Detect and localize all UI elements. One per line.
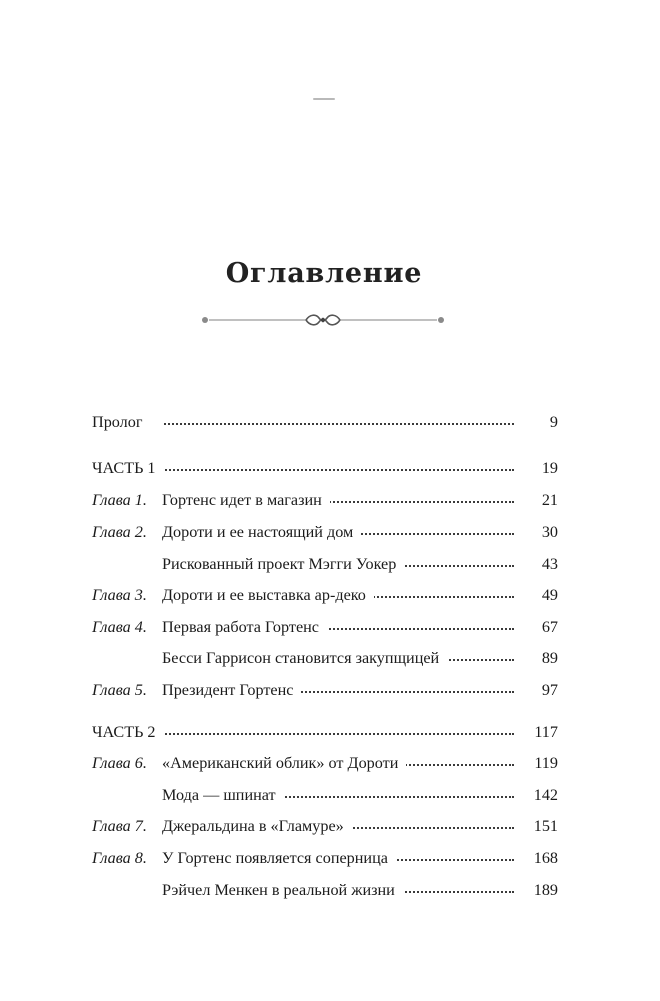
- chapter-number-label: Глава 3.: [92, 586, 147, 604]
- chapter-title: Дороти и ее настоящий дом: [162, 520, 361, 544]
- toc-row[interactable]: [92, 615, 558, 639]
- page-number: 189: [533, 881, 558, 899]
- page-number: 142: [533, 786, 558, 804]
- page-title: Оглавление: [225, 258, 423, 289]
- decorative-rule-ornament-icon: [198, 309, 448, 331]
- chapter-title: «Американский облик» от Дороти: [162, 751, 406, 775]
- chapter-title: Джеральдина в «Гламуре»: [162, 814, 352, 838]
- toc-row[interactable]: [92, 456, 558, 480]
- page-number: 117: [534, 723, 558, 741]
- part-title: ЧАСТЬ 1: [92, 456, 164, 480]
- chapter-title: Рискованный проект Мэгги Уокер: [162, 552, 404, 576]
- toc-row[interactable]: [92, 520, 558, 544]
- chapter-title: Гортенс идет в магазин: [162, 488, 330, 512]
- chapter-title: Президент Гортенс: [162, 678, 301, 702]
- chapter-title: Мода — шпинат: [162, 783, 284, 807]
- part-title: ЧАСТЬ 2: [92, 720, 164, 744]
- page-number: 119: [534, 754, 558, 772]
- chapter-title: У Гортенс появляется соперница: [162, 846, 396, 870]
- page-number: 151: [533, 817, 558, 835]
- toc-row[interactable]: [92, 583, 558, 607]
- toc-row[interactable]: [92, 488, 558, 512]
- toc-row[interactable]: [92, 846, 558, 870]
- dot-leader: [164, 423, 514, 425]
- chapter-number-label: Глава 7.: [92, 817, 147, 835]
- toc-row[interactable]: [92, 410, 558, 434]
- page-number: 49: [541, 586, 558, 604]
- chapter-title: Пролог: [92, 410, 150, 434]
- page-number: 67: [541, 618, 558, 636]
- chapter-number-label: Глава 4.: [92, 618, 147, 636]
- toc-row[interactable]: [92, 646, 558, 670]
- page-number: 168: [533, 849, 558, 867]
- toc-row[interactable]: [92, 678, 558, 702]
- chapter-title: Первая работа Гортенс: [162, 615, 327, 639]
- toc-row[interactable]: [92, 814, 558, 838]
- chapter-number-label: Глава 8.: [92, 849, 147, 867]
- page-number: 19: [541, 459, 558, 477]
- chapter-number-label: Глава 5.: [92, 681, 147, 699]
- chapter-number-label: Глава 2.: [92, 523, 147, 541]
- dot-leader: [162, 733, 514, 735]
- toc-row[interactable]: [92, 878, 558, 902]
- page-number: 21: [541, 491, 558, 509]
- page-number: 30: [541, 523, 558, 541]
- chapter-title: Рэйчел Менкен в реальной жизни: [162, 878, 403, 902]
- page-number: 9: [549, 413, 558, 431]
- chapter-title: Дороти и ее выставка ар-деко: [162, 583, 374, 607]
- toc-row[interactable]: [92, 720, 558, 744]
- page-number: 43: [541, 555, 558, 573]
- page-number: 97: [541, 681, 558, 699]
- toc-row[interactable]: [92, 783, 558, 807]
- dot-leader: [162, 469, 514, 471]
- chapter-number-label: Глава 6.: [92, 754, 147, 772]
- top-page-mark: [313, 98, 335, 100]
- chapter-title: Бесси Гаррисон становится закупщицей: [162, 646, 447, 670]
- toc-row[interactable]: [92, 552, 558, 576]
- page-number: 89: [541, 649, 558, 667]
- toc-row[interactable]: [92, 751, 558, 775]
- chapter-number-label: Глава 1.: [92, 491, 147, 509]
